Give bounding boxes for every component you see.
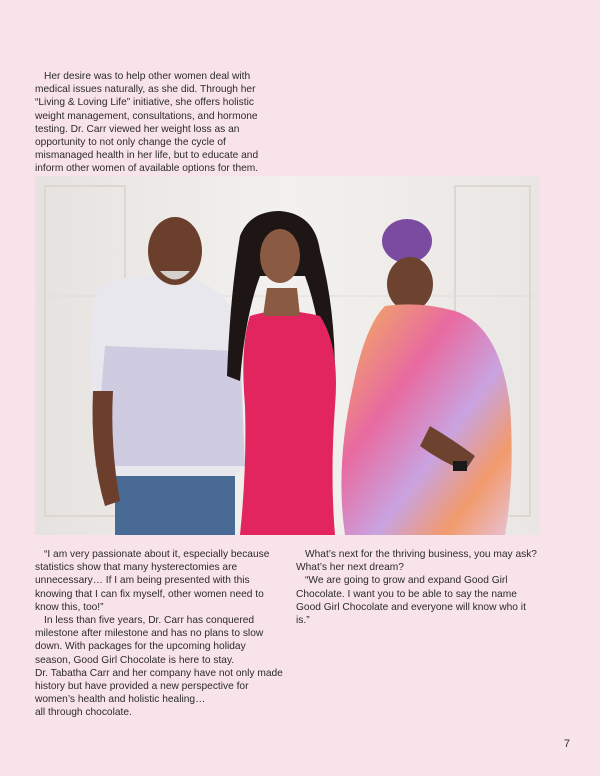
body-left-paragraph-3: Dr. Tabatha Carr and her company have not only made history but have provided a new perspective for women’s health and holistic healing… [35, 667, 283, 706]
page-number: 7 [563, 738, 570, 750]
photo-illustration [35, 176, 540, 535]
group-photo [35, 176, 540, 535]
body-column-right [296, 548, 541, 627]
body-left-paragraph-4: all through chocolate. [35, 707, 132, 719]
body-right-paragraph-1: What’s next for the thriving business, you may ask? What’s her next dream? [296, 549, 537, 574]
body-right-paragraph-2: “We are going to grow and expand Good Girl Chocolate. I want you to be able to say the name Good Girl Chocolate and everyone will know who it is.” [296, 575, 526, 627]
intro-text: Her desire was to help other women deal with medical issues naturally, as she did. Through her “Living & Loving Life” initiative, she offers holistic weight management, consultations, and hormone testing. Dr. Carr viewed her weight loss as an opportunity to not only change the cycle of mismanaged health in her life, but to educate and inform other women of available options for them. [35, 71, 259, 175]
body-left-paragraph-1: “I am very passionate about it, especially because statistics show that many hysterectomies are unnecessary… If I am being presented with this knowing that I can fix myself, other women need to know this, too!” [35, 549, 270, 613]
intro-paragraph [35, 70, 280, 176]
body-column-left [35, 548, 283, 720]
body-left-paragraph-2: In less than five years, Dr. Carr has conquered milestone after milestone and has no plans to slow down. With packages for the upcoming holiday season, Good Girl Chocolate is here to stay. [35, 615, 264, 666]
